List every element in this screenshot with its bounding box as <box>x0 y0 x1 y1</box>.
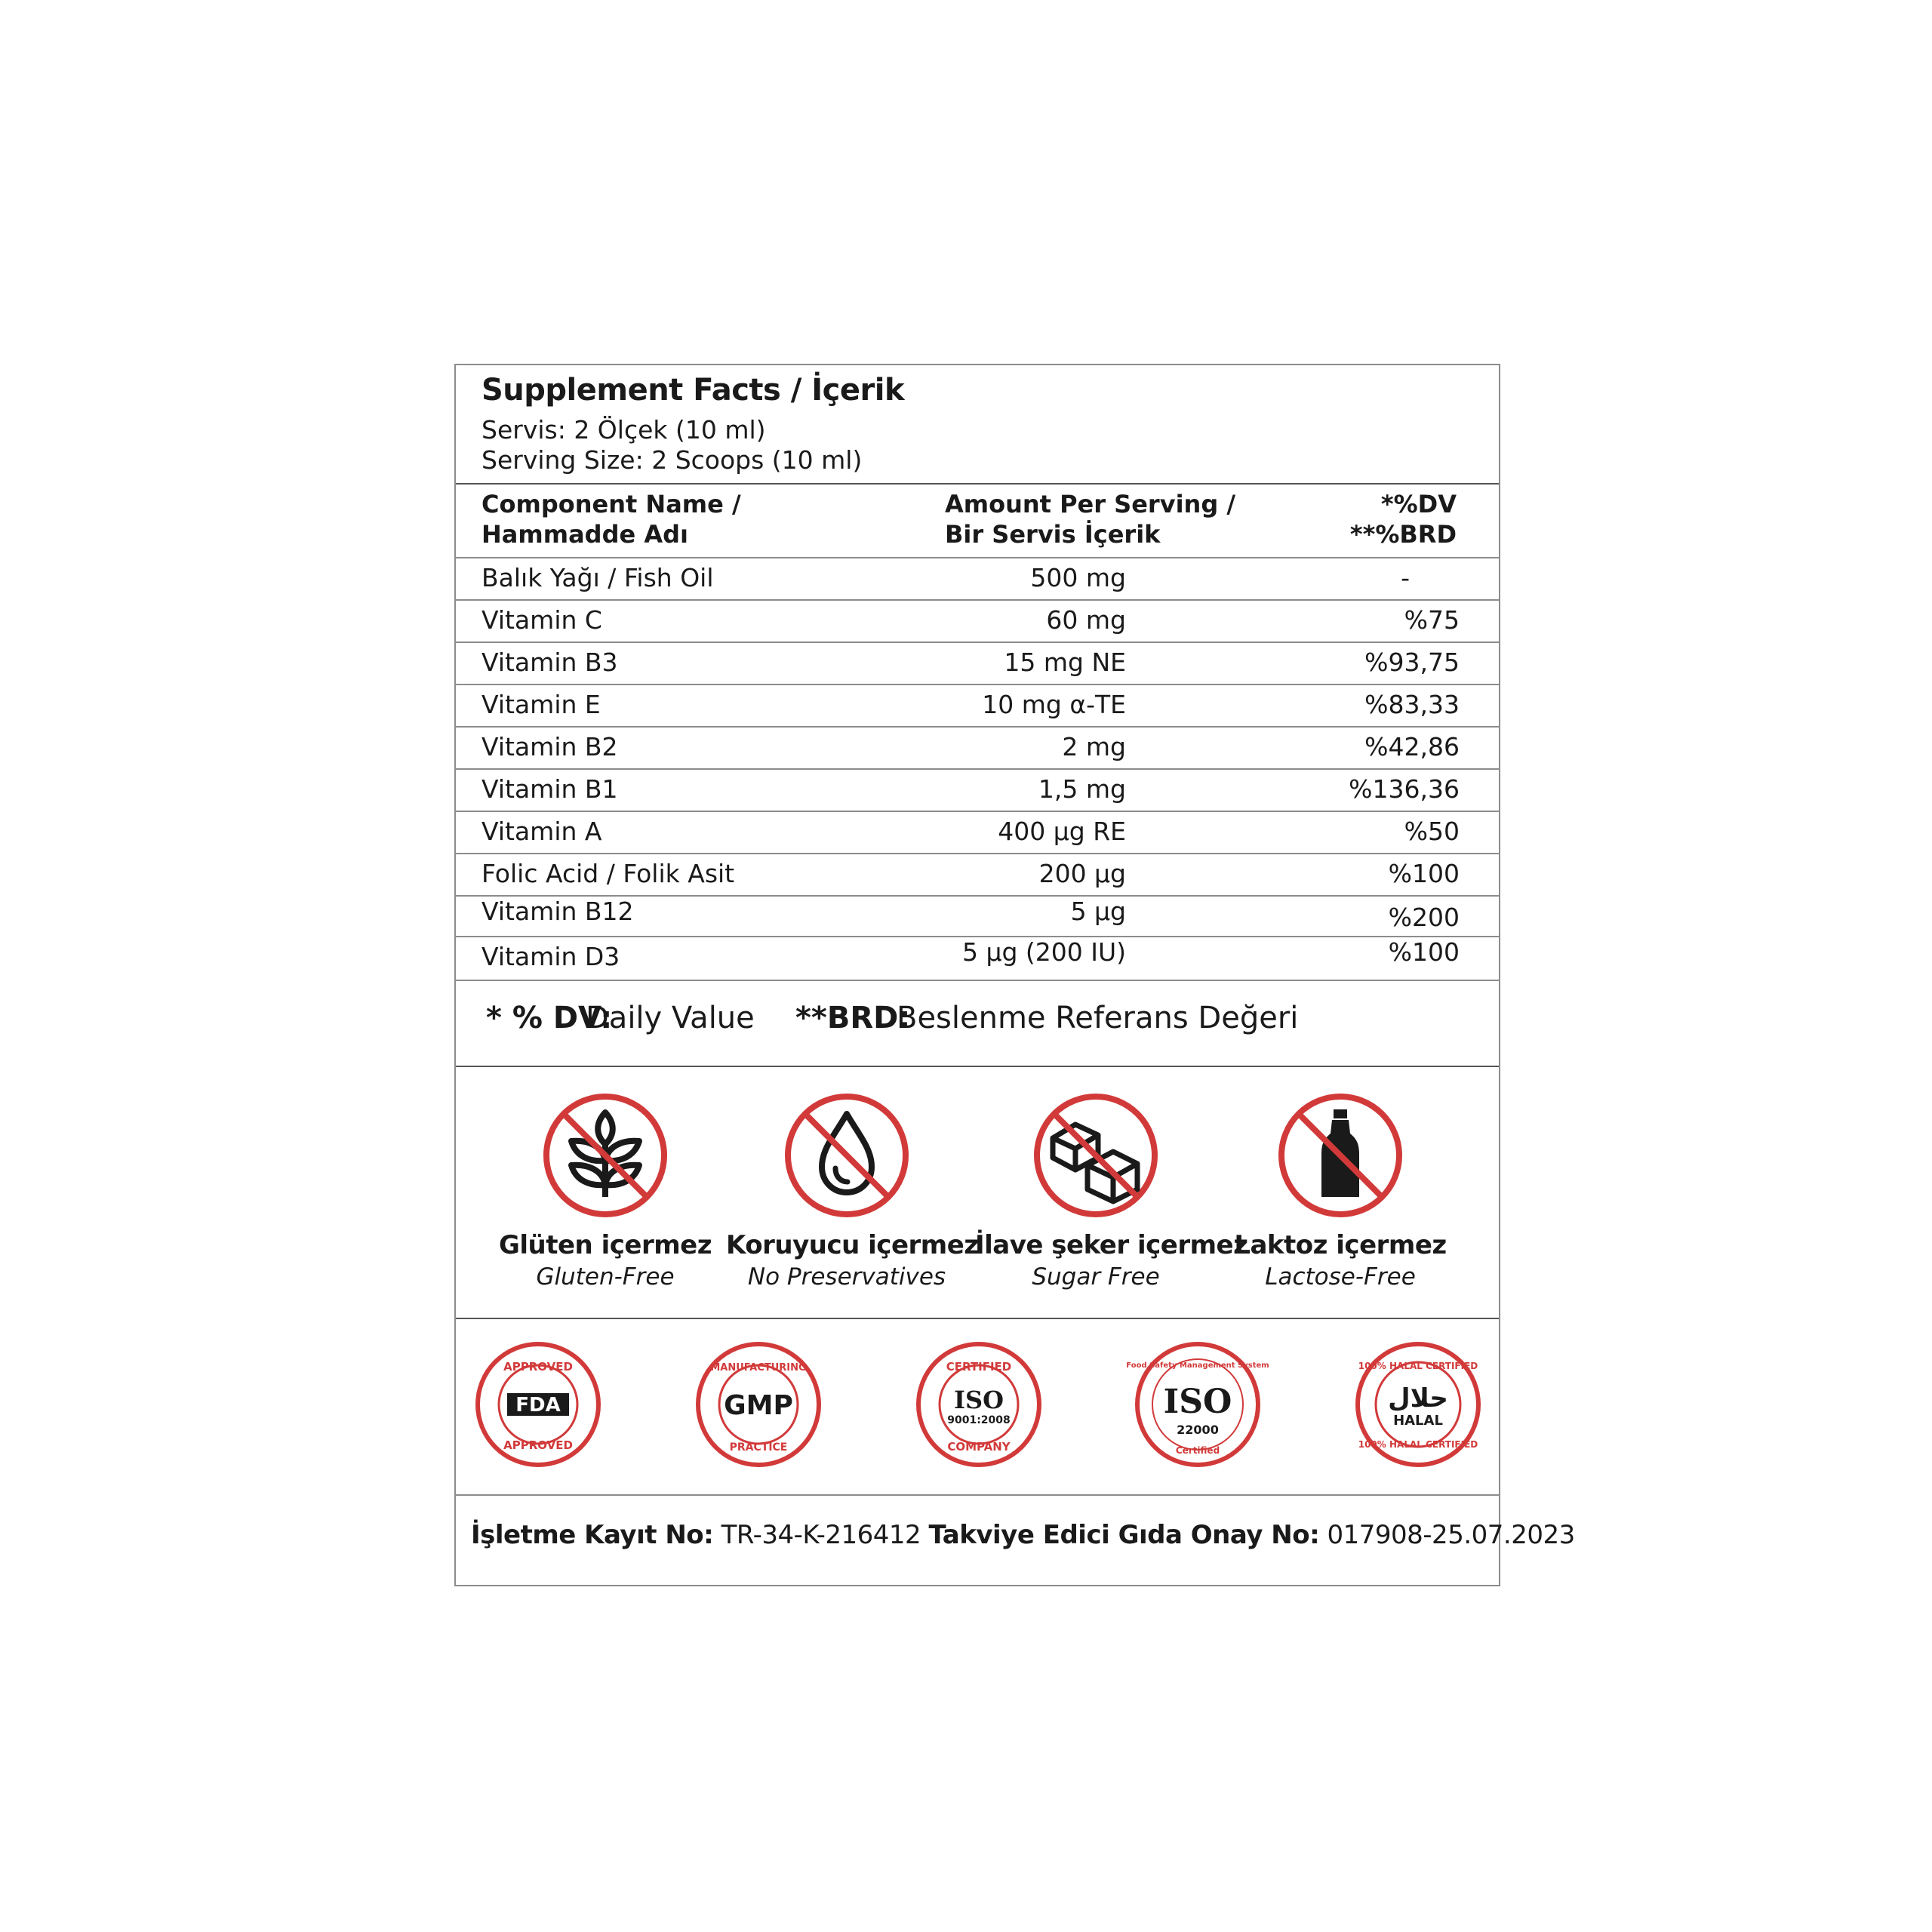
badge-gluten-free <box>485 1091 726 1291</box>
column-header-name-tr: Hammadde Adı <box>481 520 688 549</box>
ingredient-dv: %50 <box>1404 817 1460 846</box>
ingredient-amount: 15 mg NE <box>1004 648 1126 677</box>
svg-text:ISO: ISO <box>954 1386 1004 1414</box>
table-row <box>456 557 1499 601</box>
table-row <box>456 726 1499 770</box>
ingredient-amount: 400 µg RE <box>998 817 1126 846</box>
free-from-badges <box>456 1064 1499 1319</box>
gmp-seal <box>694 1340 823 1469</box>
ingredient-dv: %93,75 <box>1364 648 1460 677</box>
svg-text:حلال: حلال <box>1388 1383 1448 1414</box>
badge-lactose-free <box>1220 1091 1461 1291</box>
svg-text:APPROVED: APPROVED <box>503 1360 573 1374</box>
fda-approved-seal <box>474 1340 602 1469</box>
svg-text:Food Safety Management System: Food Safety Management System <box>1126 1361 1269 1370</box>
ingredient-dv: %42,86 <box>1364 732 1460 761</box>
serving-size-tr: Servis: 2 Ölçek (10 ml) <box>481 415 766 445</box>
ingredient-dv: %100 <box>1388 859 1460 888</box>
badge-label-en: Sugar Free <box>1032 1263 1160 1291</box>
badge-label-en: Gluten-Free <box>536 1263 675 1291</box>
certification-seals <box>456 1318 1499 1496</box>
svg-text:22000: 22000 <box>1177 1423 1219 1437</box>
approval-label: Takviye Edici Gıda Onay No: <box>928 1520 1320 1550</box>
table-header <box>456 483 1499 558</box>
svg-text:9001:2008: 9001:2008 <box>947 1414 1011 1426</box>
ingredient-dv: %200 <box>1388 903 1460 932</box>
badge-label-tr: Koruyucu içermez <box>726 1230 979 1260</box>
svg-text:Certified: Certified <box>1175 1445 1220 1456</box>
legend-dv-value: Daily Value <box>586 1001 755 1035</box>
column-header-brd-line: **%BRD <box>1349 520 1457 549</box>
registration-line <box>471 1520 1575 1550</box>
legend <box>456 980 1499 1067</box>
badge-label-tr: Laktoz içermez <box>1234 1230 1447 1260</box>
footer <box>456 1494 1575 1585</box>
ingredient-amount: 5 µg <box>1070 897 1126 926</box>
ingredient-name: Vitamin B2 <box>481 732 618 761</box>
iso-9001-seal <box>915 1340 1043 1469</box>
table-row <box>456 684 1499 728</box>
svg-text:APPROVED: APPROVED <box>503 1438 573 1452</box>
column-header-amount-en: Amount Per Serving / <box>945 490 1236 518</box>
ingredient-name: Vitamin A <box>481 817 602 846</box>
svg-text:ISO: ISO <box>1163 1383 1232 1421</box>
ingredient-name: Vitamin D3 <box>481 942 620 971</box>
badge-no-preservatives <box>726 1091 979 1291</box>
ingredient-name: Vitamin B1 <box>481 774 618 804</box>
column-header-name <box>481 489 741 549</box>
ingredient-dv: - <box>1401 563 1410 592</box>
ingredient-name: Vitamin C <box>481 605 602 635</box>
legend-brd-key: **BRD: <box>795 1001 911 1035</box>
ingredient-dv: %83,33 <box>1364 690 1460 719</box>
legend-brd-value: Beslenme Referans Değeri <box>897 1001 1299 1035</box>
no-lactose-icon <box>1276 1091 1404 1220</box>
ingredient-dv: %100 <box>1388 937 1460 967</box>
facts-header <box>456 365 1499 485</box>
ingredient-amount: 500 mg <box>1030 563 1126 592</box>
table-row <box>456 895 1499 937</box>
svg-text:100% HALAL CERTIFIED: 100% HALAL CERTIFIED <box>1358 1439 1478 1450</box>
badge-label-tr: Glüten içermez <box>498 1230 712 1260</box>
svg-text:100% HALAL CERTIFIED: 100% HALAL CERTIFIED <box>1358 1361 1478 1371</box>
ingredient-amount: 60 mg <box>1046 605 1126 635</box>
badge-label-en: No Preservatives <box>747 1263 946 1291</box>
ingredient-name: Folic Acid / Folik Asit <box>481 859 735 888</box>
ingredient-amount: 10 mg α-TE <box>982 690 1126 719</box>
column-header-amount <box>945 489 1235 549</box>
no-sugar-icon <box>1032 1091 1160 1220</box>
serving-size-en: Serving Size: 2 Scoops (10 ml) <box>481 445 863 475</box>
approval-value: 017908-25.07.2023 <box>1327 1520 1575 1550</box>
svg-text:CERTIFIED: CERTIFIED <box>946 1360 1012 1374</box>
no-gluten-icon <box>541 1091 669 1220</box>
badge-label-en: Lactose-Free <box>1265 1263 1416 1291</box>
ingredient-name: Vitamin B12 <box>481 897 634 926</box>
facts-title: Supplement Facts / İçerik <box>481 373 905 408</box>
no-preservatives-icon <box>783 1091 911 1220</box>
ingredient-name: Balık Yağı / Fish Oil <box>481 563 714 592</box>
registration-label: İşletme Kayıt No: <box>471 1520 714 1550</box>
svg-text:FDA: FDA <box>515 1394 561 1417</box>
column-header-dv <box>1350 489 1457 549</box>
column-header-name-en: Component Name / <box>481 490 741 518</box>
ingredient-amount: 5 µg (200 IU) <box>961 937 1126 967</box>
ingredient-name: Vitamin B3 <box>481 648 618 677</box>
table-row <box>456 853 1499 897</box>
table-row <box>456 811 1499 854</box>
table-row <box>456 641 1499 685</box>
svg-text:COMPANY: COMPANY <box>947 1440 1011 1454</box>
table-row <box>456 768 1499 812</box>
svg-text:PRACTICE: PRACTICE <box>729 1441 788 1454</box>
ingredient-amount: 200 µg <box>1038 859 1126 888</box>
halal-seal <box>1354 1340 1482 1469</box>
iso-22000-seal <box>1126 1340 1269 1469</box>
ingredient-dv: %136,36 <box>1349 774 1460 804</box>
column-header-amount-tr: Bir Servis İçerik <box>945 520 1161 549</box>
ingredient-dv: %75 <box>1404 605 1460 635</box>
table-row <box>456 936 1499 978</box>
ingredient-amount: 1,5 mg <box>1038 774 1126 804</box>
ingredient-name: Vitamin E <box>481 690 601 719</box>
supplement-facts-panel <box>454 364 1575 1586</box>
registration-value: TR-34-K-216412 <box>721 1520 921 1550</box>
table-row <box>456 599 1499 643</box>
badge-label-tr: İlave şeker içermez <box>975 1230 1248 1260</box>
svg-text:HALAL: HALAL <box>1393 1413 1443 1429</box>
svg-text:GMP: GMP <box>724 1390 793 1421</box>
column-header-dv-line: *%DV <box>1380 490 1457 518</box>
legend-dv-key: * % DV: <box>486 1001 613 1035</box>
badge-sugar-free <box>975 1091 1248 1291</box>
svg-text:MANUFACTURING: MANUFACTURING <box>710 1362 807 1374</box>
ingredient-amount: 2 mg <box>1062 732 1126 761</box>
